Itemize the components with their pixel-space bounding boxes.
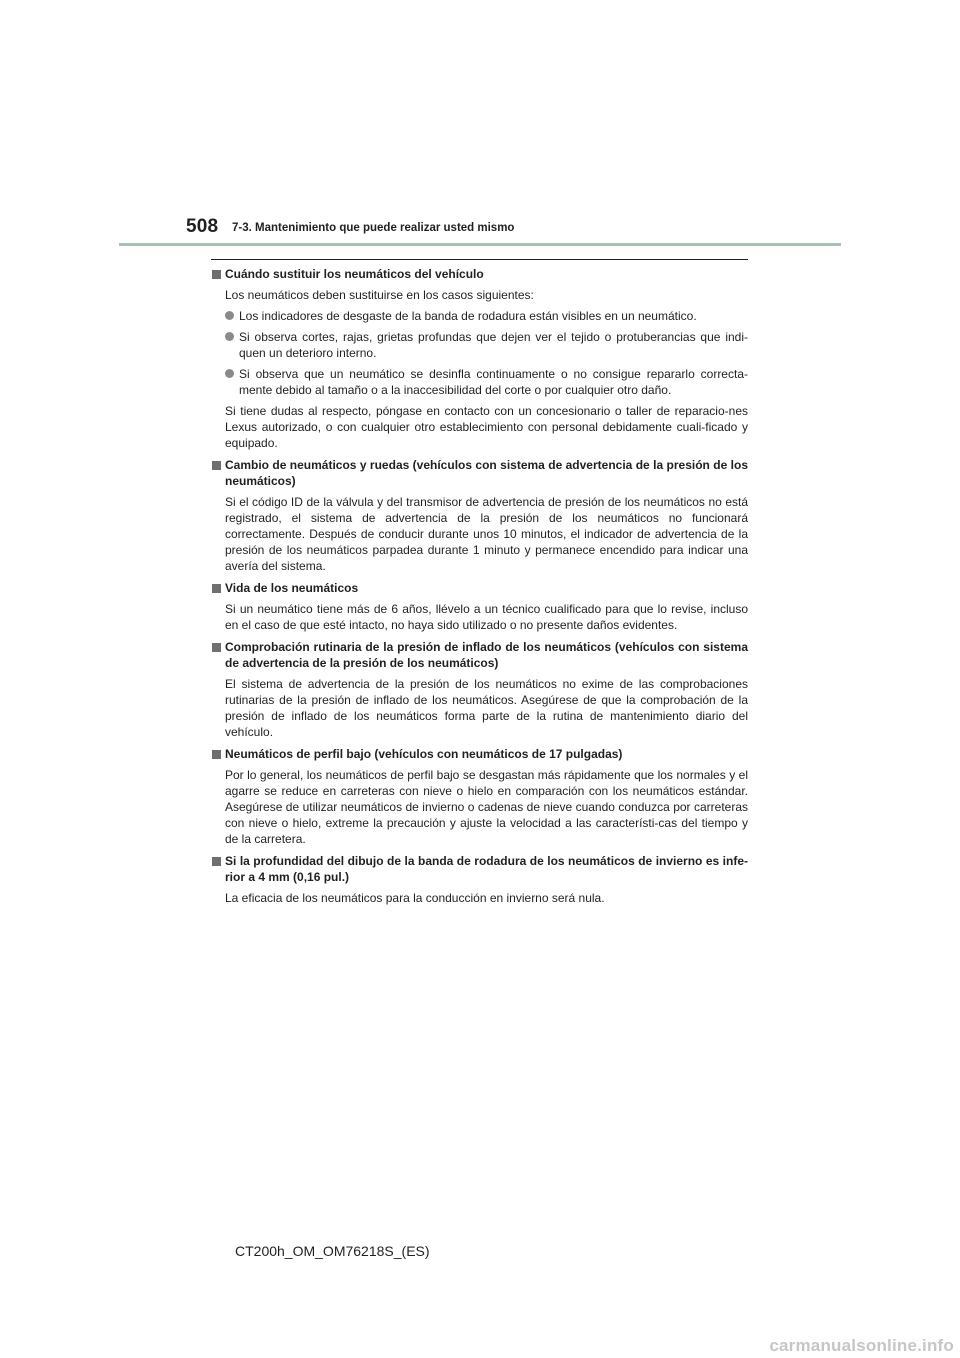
section-body: Si un neumático tiene más de 6 años, llévelo a un técnico cualificado para que lo revise, incluso en el caso de que esté intacto, no haya sido utilizado o no presente daños evidentes. [225,602,748,632]
list-item [225,308,748,324]
manual-code: CT200h_OM_OM76218S_(ES) [235,1243,430,1259]
section-tire-life [211,580,748,633]
section-heading-text: Cuándo sustituir los neumáticos del vehículo [225,267,484,281]
section-tire-wheel-change [211,457,748,574]
section-outro: Si tiene dudas al respecto, póngase en contacto con un concesionario o taller de reparacio-nes Lexus autorizado, o con cualquier otro establecimiento con personal debidamente cuali-ficado y equipado. [225,404,748,450]
section-heading-text: Vida de los neumáticos [225,581,359,595]
circle-bullet-icon [225,332,234,341]
square-bullet-icon [212,461,221,470]
list-item-text: Si observa que un neumático se desinfla continuamente o no consigue repararlo correcta-mente debido al tamaño o a la inaccesibilidad del corte o por cualquier otro daño. [239,367,748,397]
square-bullet-icon [212,750,221,759]
main-content [211,266,748,912]
content-divider [211,259,748,260]
section-heading-text: Neumáticos de perfil bajo (vehículos con neumáticos de 17 pulgadas) [225,747,623,761]
list-item-text: Los indicadores de desgaste de la banda de rodadura están visibles en un neumático. [239,309,697,323]
header-divider [119,243,841,246]
list-item [225,366,748,398]
section-heading [211,580,748,596]
section-body: Si el código ID de la válvula y del transmisor de advertencia de presión de los neumáticos no está registrado, el sistema de advertencia de la presión de los neumáticos no funcionará correctamente. Después de conducir durante unos 10 minutos, el indicador de advertencia de la presión de los neumáticos parpadea durante 1 minuto y permanece encendido para indicar una avería del sistema. [225,495,748,573]
page-header [0,0,960,250]
chapter-title: 7-3. Mantenimiento que puede realizar usted mismo [232,222,515,234]
section-heading-text: Cambio de neumáticos y ruedas (vehículos con sistema de advertencia de la presión de los neumáticos) [225,458,748,488]
square-bullet-icon [212,270,221,279]
section-body: La eficacia de los neumáticos para la conducción en invierno será nula. [225,891,605,905]
section-winter-tread-depth [211,853,748,906]
section-low-profile-tires [211,746,748,847]
circle-bullet-icon [225,369,234,378]
section-heading [211,853,748,885]
section-heading-text: Si la profundidad del dibujo de la banda de rodadura de los neumáticos de invierno es infe-rior a 4 mm (0,16 pul.) [225,854,748,884]
section-routine-pressure-check [211,639,748,740]
section-body: El sistema de advertencia de la presión de los neumáticos no exime de las comprobaciones rutinarias de la presión de inflado de los neumáticos. Asegúrese de que la comprobación de la presión de inflado de los neumáticos forma parte de la rutina de mantenimiento diario del vehículo. [225,677,748,739]
square-bullet-icon [212,584,221,593]
section-heading [211,457,748,489]
watermark: carmanualsonline.info [769,1336,954,1355]
page-number: 508 [186,216,219,237]
circle-bullet-icon [225,311,234,320]
section-heading [211,266,748,282]
section-heading [211,746,748,762]
list-item [225,329,748,361]
section-body: Por lo general, los neumáticos de perfil bajo se desgastan más rápidamente que los normales y el agarre se reduce en carreteras con nieve o hielo en comparación con los neumáticos estándar. Asegúrese de utilizar neumáticos de invierno o cadenas de nieve cuando conduzca por carreteras con nieve o hielo, extreme la precaución y ajuste la velocidad a las característi-cas del tiempo y de la carretera. [225,768,748,846]
square-bullet-icon [212,643,221,652]
section-heading-text: Comprobación rutinaria de la presión de inflado de los neumáticos (vehículos con sistema de advertencia de la presión de los neumáticos) [225,640,748,670]
section-heading [211,639,748,671]
list-item-text: Si observa cortes, rajas, grietas profundas que dejen ver el tejido o protuberancias que indi-quen un deterioro interno. [239,330,748,360]
section-when-to-replace [211,266,748,451]
square-bullet-icon [212,857,221,866]
section-intro: Los neumáticos deben sustituirse en los casos siguientes: [225,288,534,302]
